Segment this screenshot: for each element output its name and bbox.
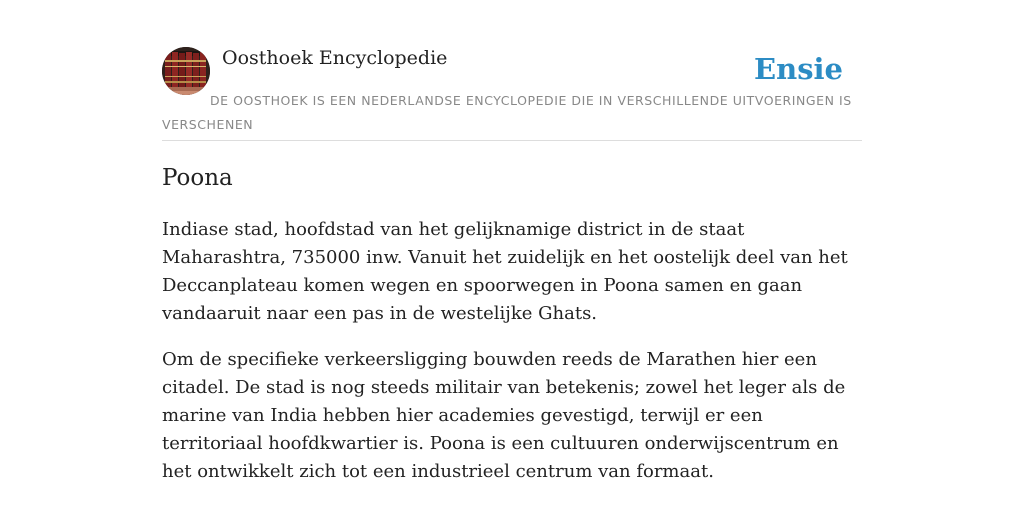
source-header xyxy=(162,0,862,141)
entry-paragraph: Om de specifieke verkeersligging bouwden reeds de Marathen hier een citadel. De stad is nog steeds militair van betekenis; zowel het leger als de marine van India hebben hier academies gevestigd, terwijl er een territoriaal hoofdkwartier is. Poona is een cultuuren onderwijscentrum en het ontwikkelt zich tot een industrieel centrum van formaat. xyxy=(162,349,846,482)
entry-title: Poona xyxy=(162,165,233,191)
encyclopedia-books-icon xyxy=(162,47,210,95)
page-container xyxy=(162,0,862,512)
brand-logo[interactable]: Ensie xyxy=(754,52,843,86)
entry-paragraph: Indiase stad, hoofdstad van het gelijknamige district in de staat Maharashtra, 735000 inw. Vanuit het zuidelijk en het oostelijk deel van het Deccanplateau komen wegen en spoorwegen in Poona samen en gaan vandaaruit naar een pas in de westelijke Ghats. xyxy=(162,219,848,324)
entry-body xyxy=(162,216,866,504)
source-subtitle: DE OOSTHOEK IS EEN NEDERLANDSE ENCYCLOPEDIE DIE IN VERSCHILLENDE UITVOERINGEN IS VERSCHENEN xyxy=(162,93,852,132)
source-avatar[interactable] xyxy=(162,47,210,95)
source-title[interactable]: Oosthoek Encyclopedie xyxy=(222,47,448,69)
